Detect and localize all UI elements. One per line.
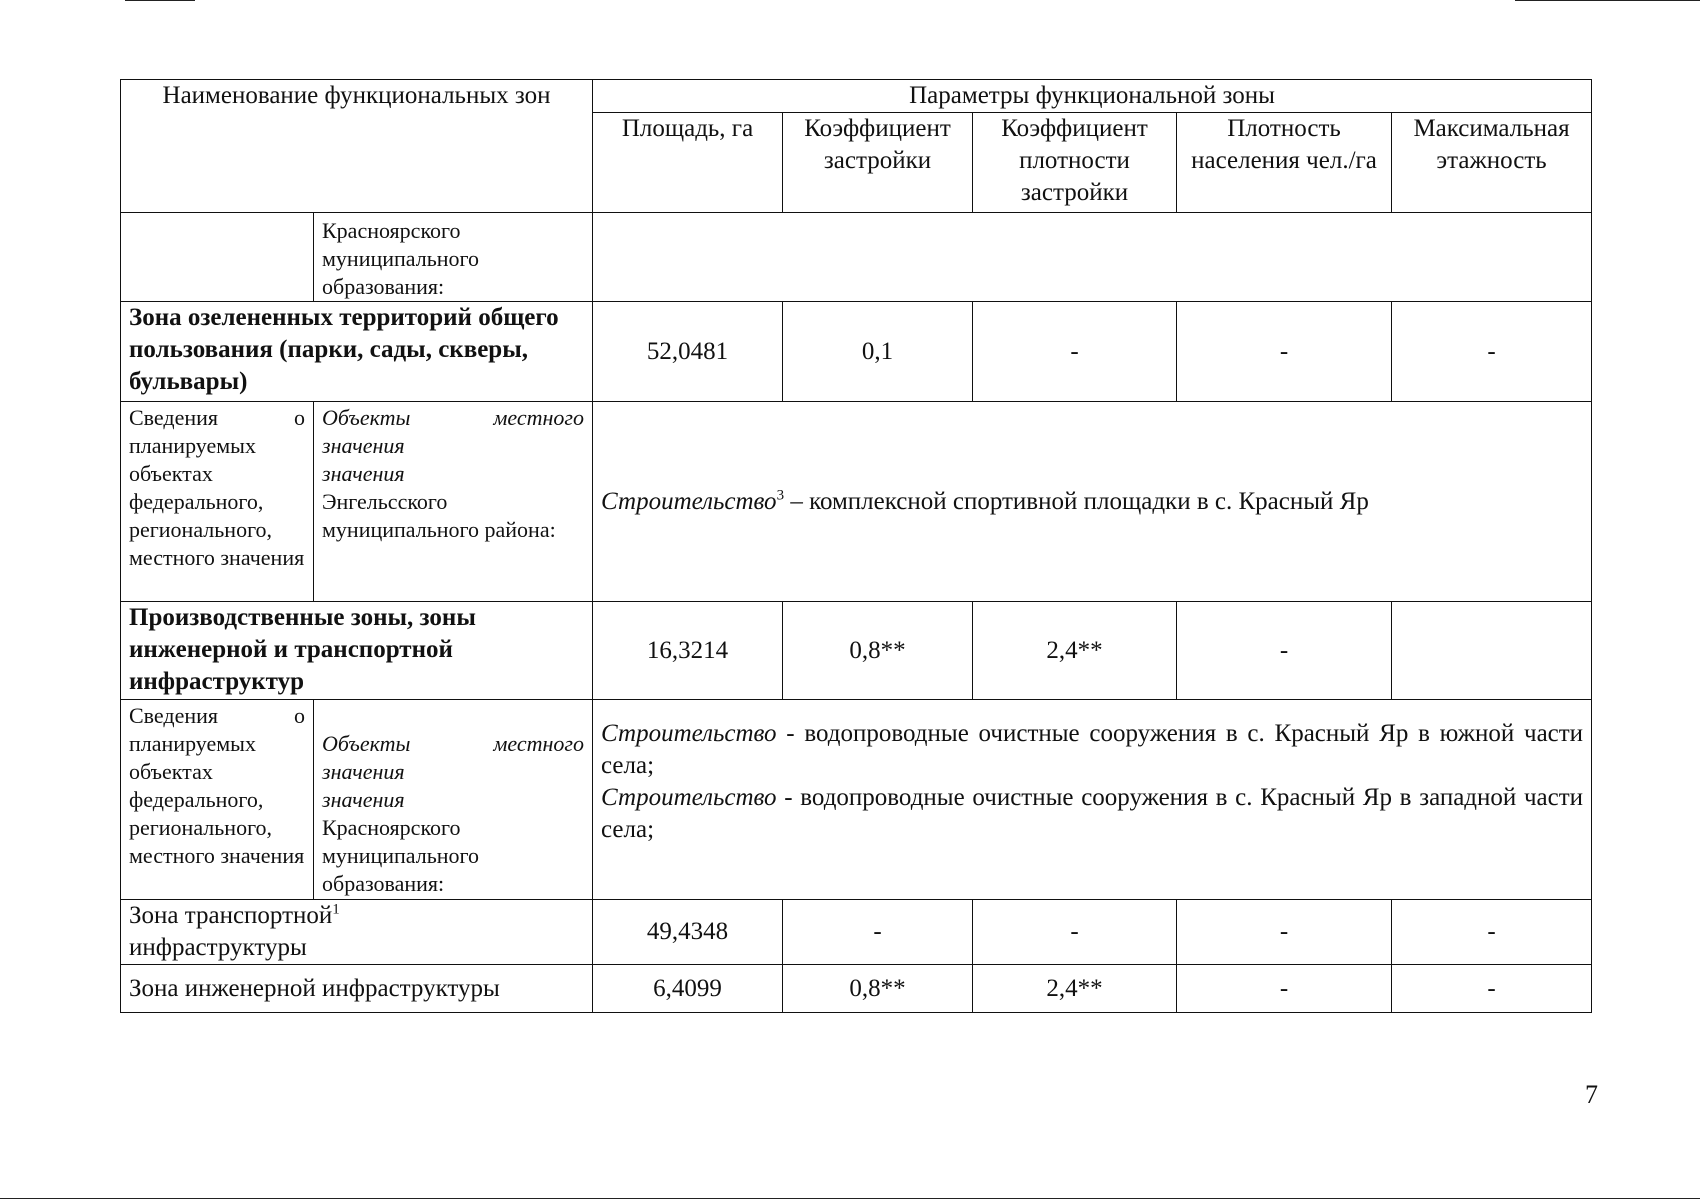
header-pop-density-text: Плотность населения чел./га <box>1191 115 1377 174</box>
intro-label: Красноярского муниципального образования: <box>322 218 480 299</box>
planned-item-lead: Строительство <box>601 720 777 747</box>
zone-pop-density <box>1177 900 1392 965</box>
planned-item-lead: Строительство <box>601 784 777 811</box>
planned-item-text: - водопроводные очистные сооружения в с. Красный Яр в южной части села; <box>601 720 1584 779</box>
local-objects-body: Энгельсского муниципального района: <box>322 489 556 542</box>
planned-objects-row <box>121 700 1592 900</box>
planned-item-footnote: 3 <box>776 487 785 504</box>
zone-name: Зона транспортной <box>129 902 333 929</box>
zone-area-value: 52,0481 <box>646 337 729 365</box>
zone-pop-density-value: - <box>1279 636 1289 664</box>
header-pop-density <box>1177 113 1392 213</box>
zone-build-coef-value: - <box>873 918 882 945</box>
header-zone-name <box>121 80 593 213</box>
local-objects-title: Объекты местного значения <box>322 731 584 784</box>
zone-pop-density-value: - <box>1279 918 1289 945</box>
local-objects-title: Объекты местного значения <box>322 405 584 458</box>
zone-pop-density <box>1177 602 1392 700</box>
zone-build-coef-value: 0,1 <box>861 337 894 365</box>
zone-density-coef-value: - <box>1070 337 1079 365</box>
header-zone-params <box>593 80 1592 113</box>
header-build-coef-text: Коэффициент застройки <box>804 115 951 174</box>
header-zone-params-text: Параметры функциональной зоны <box>909 82 1275 109</box>
zone-name-cell <box>121 602 593 700</box>
zone-build-coef <box>783 602 973 700</box>
zone-density-coef <box>973 602 1177 700</box>
zone-name: Зона озелененных территорий общего пользования (парки, сады, скверы, бульвары) <box>129 304 559 395</box>
header-build-coef <box>783 113 973 213</box>
zone-max-floors <box>1392 302 1592 402</box>
zone-area-value: 16,3214 <box>646 636 729 664</box>
zone-build-coef-value: 0,8** <box>849 636 906 664</box>
zone-name-tail: инфраструктуры <box>129 934 307 961</box>
zone-density-coef-value: 2,4** <box>1046 974 1103 1002</box>
zone-max-floors-value: - <box>1487 918 1496 945</box>
intro-label-cell <box>314 213 593 302</box>
zone-area-value: 6,4099 <box>653 974 722 1002</box>
header-zone-name-text: Наименование функциональных зон <box>162 82 551 109</box>
zone-max-floors <box>1392 900 1592 965</box>
zone-area <box>593 965 783 1013</box>
zone-area <box>593 900 783 965</box>
header-area-text: Площадь, га <box>621 115 754 142</box>
zone-name: Производственные зоны, зоны инженерной и транспортной инфраструктур <box>129 604 476 695</box>
zone-max-floors <box>1392 965 1592 1013</box>
zone-name-footnote: 1 <box>332 901 340 918</box>
local-objects-cell <box>314 402 593 602</box>
table-row <box>121 602 1592 700</box>
zone-name-cell <box>121 302 593 402</box>
zone-area <box>593 302 783 402</box>
local-objects-cell <box>314 700 593 900</box>
page-number: 7 <box>1585 1080 1598 1109</box>
header-area <box>593 113 783 213</box>
planned-item-lead: Строительство <box>601 487 777 515</box>
zone-density-coef-value: 2,4** <box>1046 636 1103 664</box>
local-objects-title-2: значения <box>322 787 405 812</box>
scan-top-line-right <box>1515 0 1700 1</box>
planned-objects-description <box>593 402 1592 602</box>
zone-max-floors <box>1392 602 1592 700</box>
planned-item-text: - водопроводные очистные сооружения в с. Красный Яр в западной части села; <box>601 784 1584 843</box>
zone-pop-density <box>1177 302 1392 402</box>
intro-blank-cell <box>593 213 1592 302</box>
zone-density-coef <box>973 302 1177 402</box>
zone-name-cell <box>121 965 593 1013</box>
zone-pop-density-value: - <box>1279 974 1289 1002</box>
planned-objects-description <box>593 700 1592 900</box>
local-objects-title-2: значения <box>322 461 405 486</box>
local-objects-body: Красноярского муниципального образования: <box>322 815 480 896</box>
zone-name: Зона инженерной инфраструктуры <box>129 974 500 1002</box>
zone-name-cell <box>121 900 593 965</box>
header-max-floors-text: Максимальная этажность <box>1413 115 1570 174</box>
planned-objects-label-cell <box>121 700 314 900</box>
header-density-coef-text: Коэффициент плотности застройки <box>1001 115 1148 206</box>
scan-bottom-line <box>0 1198 1700 1199</box>
zone-density-coef <box>973 965 1177 1013</box>
planned-objects-label-cell <box>121 402 314 602</box>
zone-area <box>593 602 783 700</box>
planned-objects-label: Сведения о планируемых объектах федерального, регионального, местного значения <box>129 703 305 868</box>
table-row <box>121 302 1592 402</box>
planned-objects-label: Сведения о планируемых объектах федерального, регионального, местного значения <box>129 405 305 570</box>
zone-build-coef <box>783 302 973 402</box>
zone-pop-density <box>1177 965 1392 1013</box>
planned-item-text: – комплексной спортивной площадки в с. Красный Яр <box>784 487 1369 515</box>
zone-max-floors-value: - <box>1487 337 1496 365</box>
planned-objects-row <box>121 402 1592 602</box>
zone-build-coef <box>783 900 973 965</box>
zone-max-floors-value: - <box>1487 974 1496 1002</box>
zone-pop-density-value: - <box>1279 337 1289 365</box>
intro-empty-cell <box>121 213 314 302</box>
functional-zones-table <box>120 79 1592 1013</box>
zone-density-coef-value: - <box>1070 918 1079 945</box>
zone-area-value: 49,4348 <box>646 918 729 945</box>
planned-item <box>601 718 1583 782</box>
header-density-coef <box>973 113 1177 213</box>
planned-item <box>601 782 1583 846</box>
zone-build-coef-value: 0,8** <box>849 974 906 1002</box>
table-row <box>121 965 1592 1013</box>
zone-density-coef <box>973 900 1177 965</box>
scan-top-line-left <box>125 0 195 1</box>
header-max-floors <box>1392 113 1592 213</box>
zone-build-coef <box>783 965 973 1013</box>
table-row <box>121 900 1592 965</box>
